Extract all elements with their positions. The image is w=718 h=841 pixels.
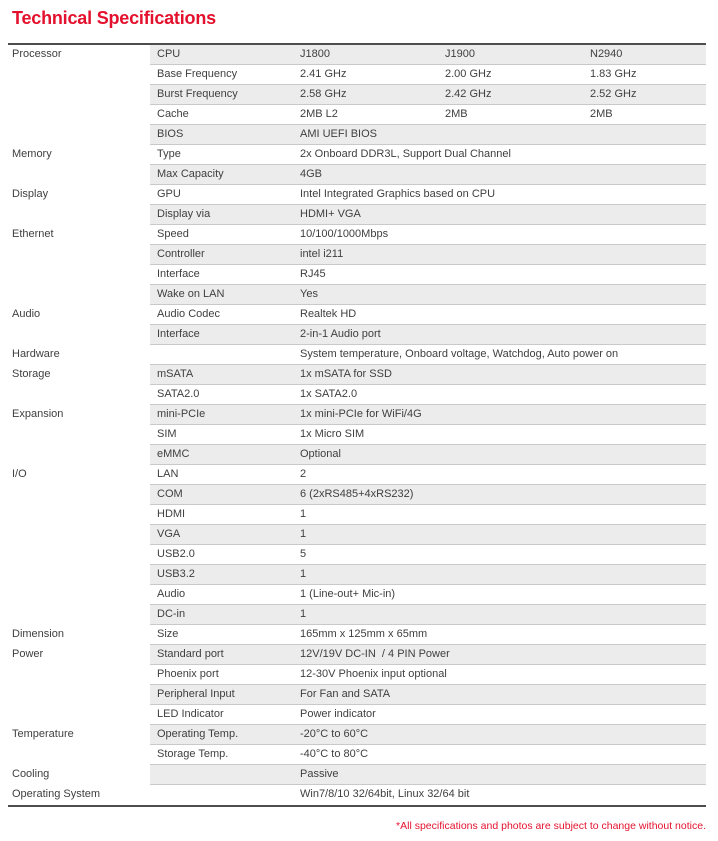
value-cell: 2MB L2 <box>300 108 338 120</box>
row-detail <box>150 685 706 705</box>
category-cell <box>8 425 150 445</box>
value-cell: N2940 <box>590 48 623 60</box>
label-cell: LED Indicator <box>157 708 224 720</box>
row-detail <box>150 525 706 545</box>
label-cell: Audio Codec <box>157 308 220 320</box>
table-row <box>8 345 706 365</box>
category-cell: Operating System <box>8 785 150 805</box>
category-cell: Audio <box>8 305 150 325</box>
value-cell: 2.00 GHz <box>445 68 492 80</box>
row-detail <box>150 745 706 765</box>
value-cell: 1 <box>300 528 307 540</box>
label-cell: SIM <box>157 428 177 440</box>
category-cell <box>8 685 150 705</box>
row-detail <box>150 125 706 145</box>
table-row <box>8 525 706 545</box>
table-row <box>8 645 706 665</box>
label-cell: Size <box>157 628 179 640</box>
label-cell <box>150 345 295 364</box>
category-cell <box>8 65 150 85</box>
table-row <box>8 285 706 305</box>
table-row <box>8 305 706 325</box>
row-detail <box>150 85 706 105</box>
value-cell: 2.41 GHz <box>300 68 347 80</box>
label-cell <box>150 785 295 805</box>
row-detail <box>150 185 706 205</box>
label-cell: VGA <box>157 528 181 540</box>
category-cell <box>8 665 150 685</box>
value-cell: 2-in-1 Audio port <box>300 328 381 340</box>
row-detail <box>150 45 706 65</box>
value-cell: 4GB <box>300 168 323 180</box>
label-cell: Speed <box>157 228 189 240</box>
category-cell: Dimension <box>8 625 150 645</box>
value-cell: HDMI+ VGA <box>300 208 361 220</box>
table-row <box>8 65 706 85</box>
row-detail <box>150 565 706 585</box>
row-detail <box>150 725 706 745</box>
category-cell <box>8 485 150 505</box>
table-row <box>8 485 706 505</box>
value-cell: 5 <box>300 548 307 560</box>
category-cell <box>8 745 150 765</box>
row-detail <box>150 785 706 805</box>
category-cell <box>8 205 150 225</box>
table-row <box>8 385 706 405</box>
row-detail <box>150 265 706 285</box>
row-detail <box>150 245 706 265</box>
table-row <box>8 325 706 345</box>
category-cell <box>8 585 150 605</box>
value-cell: 2x Onboard DDR3L, Support Dual Channel <box>300 148 511 160</box>
value-cell: 10/100/1000Mbps <box>300 228 389 240</box>
value-cell: For Fan and SATA <box>300 688 391 700</box>
table-row <box>8 565 706 585</box>
table-row <box>8 125 706 145</box>
label-cell: Wake on LAN <box>157 288 225 300</box>
row-detail <box>150 65 706 85</box>
label-cell: Phoenix port <box>157 668 219 680</box>
category-cell <box>8 505 150 525</box>
category-cell <box>8 385 150 405</box>
label-cell <box>150 765 295 784</box>
label-cell: COM <box>157 488 183 500</box>
row-detail <box>150 485 706 505</box>
value-cell: intel i211 <box>300 248 344 260</box>
value-cell: 1x mini-PCIe for WiFi/4G <box>300 408 422 420</box>
table-row <box>8 545 706 565</box>
label-cell: Peripheral Input <box>157 688 235 700</box>
category-cell: Storage <box>8 365 150 385</box>
value-cell: 1x SATA2.0 <box>300 388 358 400</box>
table-row <box>8 105 706 125</box>
value-cell: RJ45 <box>300 268 326 280</box>
row-detail <box>150 205 706 225</box>
value-cell: 2MB <box>590 108 613 120</box>
row-detail <box>150 465 706 485</box>
page-title: Technical Specifications <box>12 8 216 28</box>
value-cell: 2.58 GHz <box>300 88 347 100</box>
row-detail <box>150 145 706 165</box>
table-row <box>8 465 706 485</box>
category-cell: Cooling <box>8 765 150 785</box>
table-row <box>8 185 706 205</box>
category-cell <box>8 445 150 465</box>
row-detail <box>150 645 706 665</box>
value-cell: 2 <box>300 468 307 480</box>
category-cell: Memory <box>8 145 150 165</box>
value-cell: 1 <box>300 508 307 520</box>
table-row <box>8 785 706 805</box>
category-cell: Temperature <box>8 725 150 745</box>
value-cell: J1800 <box>300 48 330 60</box>
value-cell: 12-30V Phoenix input optional <box>300 668 447 680</box>
table-row <box>8 165 706 185</box>
category-cell: Display <box>8 185 150 205</box>
label-cell: SATA2.0 <box>157 388 200 400</box>
table-row <box>8 245 706 265</box>
label-cell: CPU <box>157 48 181 60</box>
value-cell: Win7/8/10 32/64bit, Linux 32/64 bit <box>300 788 470 800</box>
category-cell: I/O <box>8 465 150 485</box>
label-cell: LAN <box>157 468 179 480</box>
value-cell: Passive <box>300 768 339 780</box>
category-cell <box>8 85 150 105</box>
table-row <box>8 205 706 225</box>
table-row <box>8 765 706 785</box>
label-cell: HDMI <box>157 508 186 520</box>
table-row <box>8 725 706 745</box>
value-cell: Intel Integrated Graphics based on CPU <box>300 188 496 200</box>
label-cell: USB3.2 <box>157 568 195 580</box>
footnote: *All specifications and photos are subject to change without notice. <box>396 820 706 832</box>
table-row <box>8 265 706 285</box>
value-cell: 2.42 GHz <box>445 88 492 100</box>
label-cell: Operating Temp. <box>157 728 239 740</box>
value-cell: 12V/19V DC-IN / 4 PIN Power <box>300 648 450 660</box>
row-detail <box>150 365 706 385</box>
value-cell: -40°C to 80°C <box>300 748 369 760</box>
value-cell: -20°C to 60°C <box>300 728 369 740</box>
label-cell: Controller <box>157 248 205 260</box>
label-cell: USB2.0 <box>157 548 195 560</box>
value-cell: 2MB <box>445 108 468 120</box>
label-cell: Burst Frequency <box>157 88 238 100</box>
category-cell: Ethernet <box>8 225 150 245</box>
row-detail <box>150 545 706 565</box>
table-row <box>8 745 706 765</box>
label-cell: GPU <box>157 188 181 200</box>
table-row <box>8 225 706 245</box>
value-cell: J1900 <box>445 48 475 60</box>
category-cell <box>8 525 150 545</box>
row-detail <box>150 605 706 625</box>
row-detail <box>150 165 706 185</box>
value-cell: 2.52 GHz <box>590 88 637 100</box>
value-cell: 6 (2xRS485+4xRS232) <box>300 488 414 500</box>
category-cell: Hardware <box>8 345 150 365</box>
table-row <box>8 585 706 605</box>
row-detail <box>150 405 706 425</box>
value-cell: 1x Micro SIM <box>300 428 365 440</box>
row-detail <box>150 445 706 465</box>
table-row <box>8 365 706 385</box>
row-detail <box>150 665 706 685</box>
table-row <box>8 45 706 65</box>
value-cell: System temperature, Onboard voltage, Watchdog, Auto power on <box>300 348 619 360</box>
row-detail <box>150 305 706 325</box>
table-row <box>8 425 706 445</box>
label-cell: Storage Temp. <box>157 748 229 760</box>
table-row <box>8 445 706 465</box>
category-cell <box>8 285 150 305</box>
spec-page <box>0 7 718 833</box>
category-cell <box>8 265 150 285</box>
spec-table <box>8 43 706 807</box>
value-cell: 1 <box>300 608 307 620</box>
category-cell: Expansion <box>8 405 150 425</box>
label-cell: BIOS <box>157 128 184 140</box>
label-cell: DC-in <box>157 608 186 620</box>
table-row <box>8 685 706 705</box>
label-cell: eMMC <box>157 448 190 460</box>
row-detail <box>150 425 706 445</box>
category-cell <box>8 705 150 725</box>
row-detail <box>150 385 706 405</box>
value-cell: AMI UEFI BIOS <box>300 128 378 140</box>
table-row <box>8 85 706 105</box>
value-cell: 165mm x 125mm x 65mm <box>300 628 428 640</box>
table-row <box>8 625 706 645</box>
table-row <box>8 145 706 165</box>
row-detail <box>150 325 706 345</box>
label-cell: Standard port <box>157 648 224 660</box>
label-cell: Max Capacity <box>157 168 224 180</box>
row-detail <box>150 625 706 645</box>
row-detail <box>150 765 706 785</box>
label-cell: Display via <box>157 208 211 220</box>
table-row <box>8 605 706 625</box>
category-cell <box>8 605 150 625</box>
label-cell: Audio <box>157 588 186 600</box>
category-cell <box>8 105 150 125</box>
table-row <box>8 405 706 425</box>
row-detail <box>150 345 706 365</box>
value-cell: 1.83 GHz <box>590 68 637 80</box>
table-row <box>8 505 706 525</box>
label-cell: mini-PCIe <box>157 408 206 420</box>
label-cell: Cache <box>157 108 189 120</box>
label-cell: mSATA <box>157 368 194 380</box>
row-detail <box>150 505 706 525</box>
category-cell <box>8 165 150 185</box>
category-cell: Power <box>8 645 150 665</box>
category-cell <box>8 125 150 145</box>
value-cell: 1x mSATA for SSD <box>300 368 392 380</box>
category-cell <box>8 565 150 585</box>
label-cell: Interface <box>157 268 200 280</box>
value-cell: 1 (Line-out+ Mic-in) <box>300 588 396 600</box>
table-row <box>8 665 706 685</box>
value-cell: Power indicator <box>300 708 376 720</box>
row-detail <box>150 285 706 305</box>
category-cell: Processor <box>8 45 150 65</box>
value-cell: Yes <box>300 288 318 300</box>
label-cell: Type <box>157 148 181 160</box>
row-detail <box>150 225 706 245</box>
row-detail <box>150 105 706 125</box>
category-cell <box>8 545 150 565</box>
value-cell: 1 <box>300 568 307 580</box>
category-cell <box>8 325 150 345</box>
row-detail <box>150 585 706 605</box>
row-detail <box>150 705 706 725</box>
value-cell: Optional <box>300 448 341 460</box>
table-row <box>8 705 706 725</box>
category-cell <box>8 245 150 265</box>
label-cell: Interface <box>157 328 200 340</box>
value-cell: Realtek HD <box>300 308 357 320</box>
label-cell: Base Frequency <box>157 68 238 80</box>
